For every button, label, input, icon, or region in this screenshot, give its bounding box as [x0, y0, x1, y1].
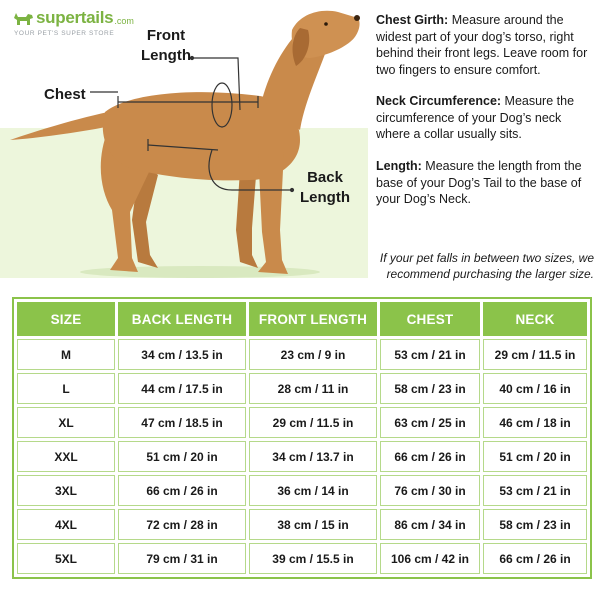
logo-wordmark: supertails	[36, 8, 114, 27]
front-length-label	[136, 26, 196, 66]
chest-cell: 58 cm / 23 in	[380, 373, 480, 404]
back-length-cell: 72 cm / 28 in	[118, 509, 246, 540]
dog-tail	[10, 112, 112, 140]
chest-cell: 63 cm / 25 in	[380, 407, 480, 438]
header-chest: CHEST	[380, 302, 480, 336]
neck-cell: 66 cm / 26 in	[483, 543, 587, 574]
table-row	[17, 339, 587, 370]
neck-cell: 51 cm / 20 in	[483, 441, 587, 472]
back-length-cell: 44 cm / 17.5 in	[118, 373, 246, 404]
back-length-label-line1: Back	[307, 169, 343, 186]
front-length-label-line1: Front	[146, 27, 186, 44]
neck-title: Neck Circumference:	[376, 94, 502, 108]
chest-cell: 53 cm / 21 in	[380, 339, 480, 370]
length-text: Measure the length from the base of your Dog’s Tail to the base of your Dog’s Neck.	[376, 159, 582, 206]
neck-cell: 58 cm / 23 in	[483, 509, 587, 540]
size-cell: XXL	[17, 441, 115, 472]
table-row	[17, 441, 587, 472]
length-info	[376, 158, 594, 208]
size-chart-table	[12, 297, 592, 579]
size-advice-note: If your pet falls in between two sizes, we recommend purchasing the larger size.	[379, 251, 594, 281]
table-row	[17, 373, 587, 404]
header-back-length: BACK LENGTH	[118, 302, 246, 336]
neck-cell: 46 cm / 18 in	[483, 407, 587, 438]
front-length-cell: 38 cm / 15 in	[249, 509, 377, 540]
front-length-label-line2: Length	[141, 47, 191, 64]
front-length-cell: 28 cm / 11 in	[249, 373, 377, 404]
neck-cell: 53 cm / 21 in	[483, 475, 587, 506]
chest-cell: 86 cm / 34 in	[380, 509, 480, 540]
neck-cell: 29 cm / 11.5 in	[483, 339, 587, 370]
table-row	[17, 543, 587, 574]
size-cell: XL	[17, 407, 115, 438]
dog-eye	[324, 22, 328, 26]
size-cell: M	[17, 339, 115, 370]
header-size: SIZE	[17, 302, 115, 336]
size-cell: 4XL	[17, 509, 115, 540]
front-length-cell: 23 cm / 9 in	[249, 339, 377, 370]
chest-cell: 106 cm / 42 in	[380, 543, 480, 574]
back-length-cell: 79 cm / 31 in	[118, 543, 246, 574]
chest-label: Chest	[44, 86, 86, 103]
chest-cell: 76 cm / 30 in	[380, 475, 480, 506]
chest-girth-info	[376, 12, 594, 78]
dog-front-leg-far	[236, 170, 258, 268]
front-length-cell: 34 cm / 13.7 in	[249, 441, 377, 472]
back-length-cell: 66 cm / 26 in	[118, 475, 246, 506]
back-length-cell: 47 cm / 18.5 in	[118, 407, 246, 438]
neck-info	[376, 93, 594, 143]
back-length-label-line2: Length	[300, 189, 350, 206]
header-front-length: FRONT LENGTH	[249, 302, 377, 336]
chest-girth-title: Chest Girth:	[376, 13, 449, 27]
header-neck: NECK	[483, 302, 587, 336]
size-cell: L	[17, 373, 115, 404]
front-length-cell: 39 cm / 15.5 in	[249, 543, 377, 574]
back-length-cell: 34 cm / 13.5 in	[118, 339, 246, 370]
table-row	[17, 407, 587, 438]
length-title: Length:	[376, 159, 422, 173]
table-row	[17, 475, 587, 506]
dog-nose	[354, 15, 360, 21]
back-length-label	[295, 168, 355, 208]
logo-suffix: .com	[114, 15, 134, 26]
neck-cell: 40 cm / 16 in	[483, 373, 587, 404]
logo-tagline: YOUR PET'S SUPER STORE	[14, 30, 115, 37]
chest-cell: 66 cm / 26 in	[380, 441, 480, 472]
neck-text: Measure the circumference of your Dog’s neck where a collar usually sits.	[376, 94, 575, 141]
back-length-cell: 51 cm / 20 in	[118, 441, 246, 472]
size-cell: 5XL	[17, 543, 115, 574]
size-cell: 3XL	[17, 475, 115, 506]
table-row	[17, 509, 587, 540]
front-length-cell: 36 cm / 14 in	[249, 475, 377, 506]
chest-girth-text: Measure around the widest part of your dog’s torso, right behind their front legs. Leave room for two fingers to ensure comfort.	[376, 13, 588, 77]
table-header-row	[17, 302, 587, 336]
front-length-cell: 29 cm / 11.5 in	[249, 407, 377, 438]
